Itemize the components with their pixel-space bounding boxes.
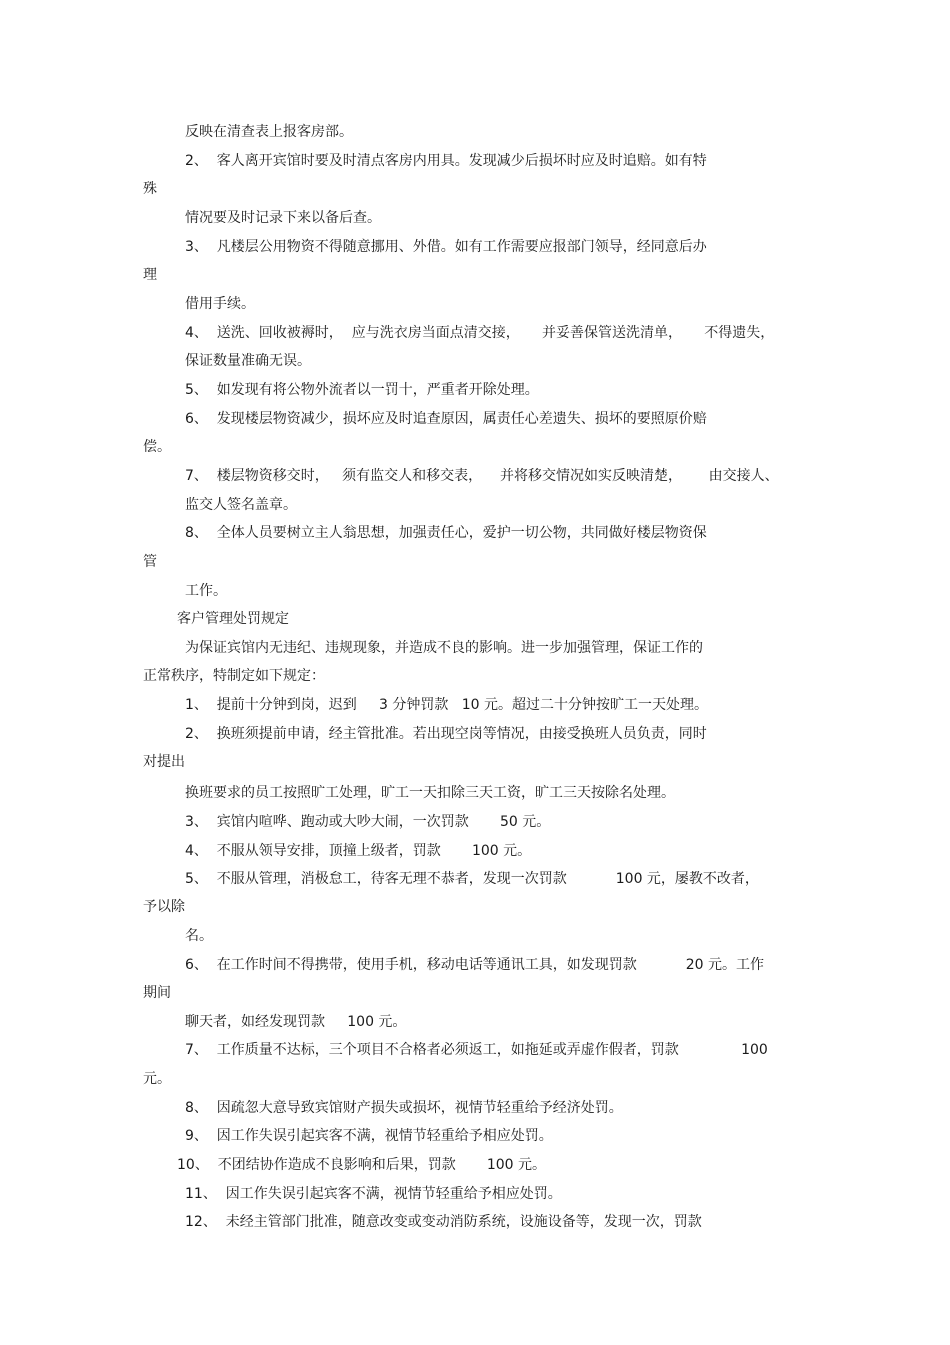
- text-line: 换班要求的员工按照旷工处理，旷工一天扣除三天工资，旷工三天按除名处理。: [185, 785, 675, 801]
- text-line: 名。: [185, 928, 213, 944]
- text-line: 3、 宾馆内喧哗、跑动或大吵大闹，一次罚款 50 元。: [185, 814, 551, 830]
- text-line: 4、 不服从领导安排，顶撞上级者，罚款 100 元。: [185, 843, 532, 859]
- text-line: 监交人签名盖章。: [185, 497, 297, 513]
- text-line: 保证数量准确无误。: [185, 353, 311, 369]
- text-line: 2、 换班须提前申请，经主管批准。若出现空岗等情况，由接受换班人员负责，同时: [185, 726, 707, 742]
- text-line: 8、 因疏忽大意导致宾馆财产损失或损坏，视情节轻重给予经济处罚。: [185, 1100, 623, 1116]
- text-line: 5、 如发现有将公物外流者以一罚十，严重者开除处理。: [185, 382, 539, 398]
- text-line: 1、 提前十分钟到岗，迟到 3 分钟罚款 10 元。超过二十分钟按旷工一天处理。: [185, 697, 709, 713]
- text-line: 6、 在工作时间不得携带，使用手机，移动电话等通讯工具，如发现罚款 20 元。工作: [185, 957, 765, 973]
- text-line: 7、 楼层物资移交时， 须有监交人和移交表， 并将移交情况如实反映清楚， 由交接人、: [185, 468, 779, 484]
- text-line: 借用手续。: [185, 296, 255, 312]
- text-line: 管: [143, 554, 157, 570]
- text-line: 理: [143, 267, 157, 283]
- text-line: 反映在清查表上报客房部。: [185, 124, 353, 140]
- text-line: 10、 不团结协作造成不良影响和后果，罚款 100 元。: [177, 1157, 547, 1173]
- text-line: 期间: [143, 985, 171, 1001]
- text-line: 4、 送洗、回收被褥时， 应与洗衣房当面点清交接， 并妥善保管送洗清单， 不得遗失，: [185, 325, 775, 341]
- text-line: 8、 全体人员要树立主人翁思想，加强责任心，爱护一切公物，共同做好楼层物资保: [185, 525, 707, 541]
- text-line: 情况要及时记录下来以备后查。: [185, 210, 381, 226]
- text-line: 3、 凡楼层公用物资不得随意挪用、外借。如有工作需要应报部门领导，经同意后办: [185, 239, 707, 255]
- text-line: 7、 工作质量不达标，三个项目不合格者必须返工，如拖延或弄虚作假者，罚款 100: [185, 1042, 768, 1058]
- text-line: 工作。: [185, 583, 227, 599]
- text-line: 元。: [143, 1071, 171, 1087]
- text-line: 为保证宾馆内无违纪、违规现象，并造成不良的影响。进一步加强管理，保证工作的: [185, 640, 703, 656]
- text-line: 11、 因工作失误引起宾客不满，视情节轻重给予相应处罚。: [185, 1186, 562, 1202]
- section-heading: 客户管理处罚规定: [177, 611, 289, 627]
- text-line: 正常秩序，特制定如下规定：: [143, 668, 325, 684]
- text-line: 12、 未经主管部门批准，随意改变或变动消防系统，设施设备等，发现一次，罚款: [185, 1214, 702, 1230]
- text-line: 聊天者，如经发现罚款 100 元。: [185, 1014, 407, 1030]
- text-line: 2、 客人离开宾馆时要及时清点客房内用具。发现减少后损坏时应及时追赔。如有特: [185, 153, 707, 169]
- text-line: 9、 因工作失误引起宾客不满，视情节轻重给予相应处罚。: [185, 1128, 553, 1144]
- text-line: 偿。: [143, 439, 171, 455]
- text-line: 殊: [143, 181, 157, 197]
- text-line: 6、 发现楼层物资减少，损坏应及时追查原因，属责任心差遗失、损坏的要照原价赔: [185, 411, 707, 427]
- text-line: 对提出: [143, 754, 185, 770]
- text-line: 予以除: [143, 899, 185, 915]
- text-line: 5、 不服从管理，消极怠工，待客无理不恭者，发现一次罚款 100 元，屡教不改者，: [185, 871, 759, 887]
